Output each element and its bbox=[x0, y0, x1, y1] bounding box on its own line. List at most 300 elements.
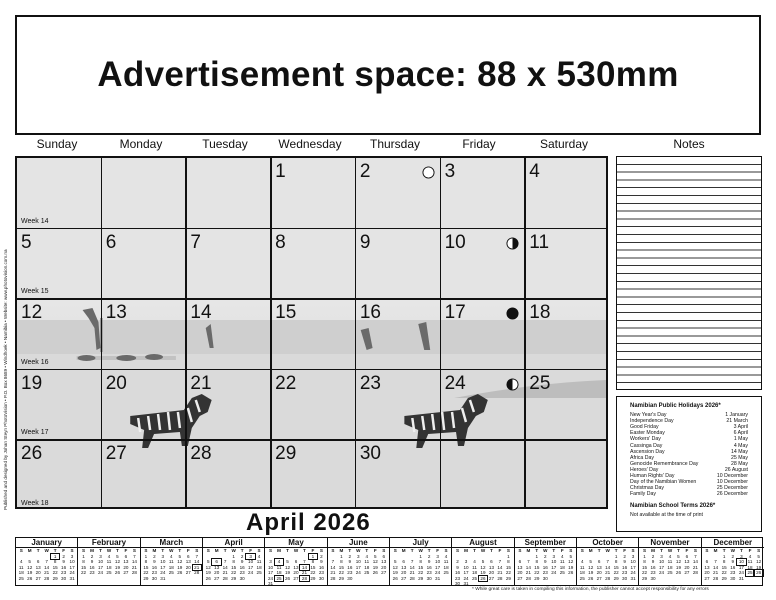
mini-day: 14 bbox=[713, 564, 719, 570]
mini-day: 29 bbox=[143, 575, 149, 581]
year-mini-calendars bbox=[15, 537, 763, 586]
mini-day: 10 bbox=[630, 559, 636, 564]
mini-day: 6 bbox=[36, 559, 40, 564]
mini-day: 5 bbox=[589, 559, 592, 564]
mini-weekday: T bbox=[99, 548, 102, 553]
mini-day: 31 bbox=[69, 575, 75, 581]
holidays-box bbox=[616, 396, 762, 532]
mini-day: 13 bbox=[401, 564, 407, 570]
mini-weekday: S bbox=[631, 548, 635, 553]
mini-day: 23 bbox=[730, 570, 736, 575]
mini-day: 28 bbox=[497, 575, 503, 581]
week-label: Week 15 bbox=[21, 288, 49, 296]
mini-day: 30 bbox=[455, 581, 461, 586]
mini-day: 11 bbox=[276, 564, 282, 570]
mini-day: 31 bbox=[160, 575, 166, 581]
mini-day: 5 bbox=[178, 553, 182, 559]
mini-day: 3 bbox=[464, 559, 468, 564]
mini-day: 18 bbox=[256, 564, 262, 570]
mini-day: 22 bbox=[338, 570, 344, 575]
day-number[interactable]: 15 bbox=[275, 302, 297, 324]
mini-day: 12 bbox=[372, 559, 378, 564]
mini-day: 3 bbox=[269, 559, 272, 564]
mini-day: 20 bbox=[517, 570, 523, 575]
mini-weekday: F bbox=[373, 548, 377, 553]
holiday-name: Christmas Day bbox=[630, 485, 665, 492]
mini-weekday: S bbox=[569, 548, 573, 553]
mini-day: 16 bbox=[730, 564, 736, 570]
mini-day: 5 bbox=[116, 553, 119, 559]
mini-day: 18 bbox=[276, 570, 282, 575]
day-header-tuesday: Tuesday bbox=[202, 137, 248, 151]
mini-weekday: W bbox=[605, 548, 610, 553]
mini-day: 18 bbox=[579, 570, 585, 575]
mini-day: 31 bbox=[630, 575, 636, 581]
mini-day: 7 bbox=[45, 559, 48, 564]
mini-day: 8 bbox=[722, 559, 726, 564]
mini-day: 13 bbox=[704, 564, 710, 570]
mini-weekday: T bbox=[303, 548, 306, 553]
mini-weekday: T bbox=[473, 548, 476, 553]
mini-day: 17 bbox=[248, 564, 254, 570]
mini-weekday: F bbox=[748, 548, 752, 553]
mini-day: 3 bbox=[357, 553, 360, 559]
mini-day: 19 bbox=[114, 564, 121, 570]
mini-day: 29 bbox=[52, 575, 58, 581]
mini-day: 26 bbox=[480, 575, 486, 581]
mini-weekday: T bbox=[286, 548, 289, 553]
mini-day: 2 bbox=[320, 553, 323, 559]
mini-day: 23 bbox=[455, 575, 461, 581]
mini-day: 1 bbox=[643, 553, 646, 559]
mini-month-name: June bbox=[328, 538, 389, 548]
mini-day: 24 bbox=[69, 570, 75, 575]
mini-day: 16 bbox=[318, 564, 324, 570]
mini-day: 21 bbox=[44, 570, 50, 575]
day-number[interactable]: 11 bbox=[529, 231, 550, 253]
mini-day: 21 bbox=[131, 564, 137, 570]
mini-day: 26 bbox=[114, 570, 121, 575]
mini-month-name: December bbox=[702, 538, 764, 548]
mini-day: 25 bbox=[443, 570, 449, 575]
mini-day: 9 bbox=[456, 564, 459, 570]
day-number[interactable]: 25 bbox=[529, 372, 551, 394]
day-number[interactable]: 12 bbox=[21, 302, 43, 324]
day-number[interactable]: 14 bbox=[190, 302, 212, 324]
day-number[interactable]: 13 bbox=[105, 302, 127, 324]
holiday-name: Good Friday bbox=[630, 424, 659, 431]
holidays-title: Namibian Public Holidays 2026* bbox=[630, 403, 721, 409]
day-number[interactable]: 24 bbox=[444, 372, 466, 394]
mini-day: 14 bbox=[409, 564, 415, 570]
day-number[interactable]: 4 bbox=[529, 161, 540, 182]
mini-day: 23 bbox=[318, 570, 324, 575]
mini-weekday: S bbox=[331, 548, 335, 553]
mini-weekday: W bbox=[730, 548, 735, 553]
mini-day: 15 bbox=[231, 564, 237, 570]
mini-weekday: S bbox=[693, 548, 697, 553]
mini-day: 25 bbox=[256, 570, 262, 575]
mini-day: 21 bbox=[330, 570, 336, 575]
mini-day: 30 bbox=[347, 575, 353, 581]
mini-day: 9 bbox=[651, 559, 655, 564]
mini-day: 2 bbox=[651, 553, 655, 559]
mini-day: 12 bbox=[27, 564, 33, 570]
mini-weekday: M bbox=[152, 548, 157, 553]
mini-day: 9 bbox=[348, 559, 352, 564]
mini-day: 17 bbox=[463, 570, 469, 575]
mini-weekday: W bbox=[231, 548, 236, 553]
mini-day: 15 bbox=[338, 564, 344, 570]
mini-weekday: S bbox=[195, 548, 199, 553]
mini-day: 12 bbox=[205, 564, 211, 570]
holiday-name: Workers' Day bbox=[630, 436, 661, 443]
holiday-name: Cassinga Day bbox=[630, 442, 663, 449]
day-number[interactable]: 8 bbox=[275, 231, 286, 253]
mini-weekday: S bbox=[382, 548, 386, 553]
mini-weekday: M bbox=[277, 548, 281, 553]
mini-day: 31 bbox=[738, 575, 744, 581]
mini-day: 22 bbox=[310, 570, 316, 575]
mini-day: 12 bbox=[588, 564, 594, 570]
mini-day: 22 bbox=[143, 570, 149, 575]
mini-day: 1 bbox=[82, 553, 85, 559]
school-terms-note: Not available at the time of print bbox=[630, 511, 703, 518]
mini-day: 10 bbox=[435, 559, 441, 564]
mini-calendar-december bbox=[702, 538, 764, 585]
mini-day: 15 bbox=[52, 564, 58, 570]
mini-day: 18 bbox=[667, 564, 673, 570]
day-header-monday: Monday bbox=[119, 137, 163, 151]
mini-weekday: T bbox=[722, 548, 726, 553]
mini-day: 17 bbox=[97, 564, 104, 570]
mini-day: 3 bbox=[436, 553, 439, 559]
mini-day: 2 bbox=[90, 553, 94, 559]
mini-weekday: M bbox=[214, 548, 219, 553]
mini-day: 17 bbox=[630, 564, 636, 570]
holiday-date: 3 April bbox=[733, 424, 748, 431]
mini-day: 14 bbox=[525, 564, 531, 570]
mini-month-name: April bbox=[203, 538, 264, 548]
mini-day: 20 bbox=[381, 564, 387, 570]
mini-day: 27 bbox=[401, 575, 407, 581]
notes-header: Notes bbox=[673, 137, 705, 151]
mini-day: 7 bbox=[410, 559, 414, 564]
mini-day: 18 bbox=[559, 564, 565, 570]
mini-day: 25 bbox=[168, 570, 174, 575]
mini-day: 31 bbox=[463, 581, 469, 586]
mini-weekday: S bbox=[144, 548, 148, 553]
mini-day: 21 bbox=[713, 570, 719, 575]
day-number[interactable]: 26 bbox=[21, 443, 43, 465]
mini-day: 8 bbox=[614, 559, 618, 564]
mini-day: 28 bbox=[330, 575, 336, 581]
day-number[interactable]: 23 bbox=[359, 372, 381, 394]
holiday-date: 4 May bbox=[733, 442, 748, 449]
mini-day: 17 bbox=[658, 564, 665, 570]
mini-weekday: T bbox=[116, 548, 119, 553]
day-number[interactable]: 19 bbox=[21, 372, 43, 394]
mini-day: 5 bbox=[757, 553, 760, 559]
mini-weekday: T bbox=[410, 548, 414, 553]
mini-weekday: F bbox=[311, 548, 315, 553]
mini-day: 13 bbox=[684, 559, 690, 564]
mini-day: 13 bbox=[293, 564, 299, 570]
mini-day: 3 bbox=[740, 553, 743, 559]
mini-day: 6 bbox=[294, 559, 298, 564]
mini-day: 8 bbox=[535, 559, 539, 564]
first-quarter-icon bbox=[506, 378, 519, 391]
mini-day: 18 bbox=[471, 570, 478, 575]
mini-day: 24 bbox=[630, 570, 636, 575]
mini-day: 28 bbox=[131, 570, 137, 575]
mini-day: 7 bbox=[133, 553, 136, 559]
mini-weekday: M bbox=[588, 548, 593, 553]
mini-day: 15 bbox=[613, 564, 619, 570]
mini-day: 5 bbox=[393, 559, 397, 564]
mini-day: 20 bbox=[488, 570, 495, 575]
mini-weekday: S bbox=[456, 548, 460, 553]
mini-day: 21 bbox=[409, 570, 415, 575]
mini-weekday: S bbox=[70, 548, 74, 553]
advertisement-space bbox=[15, 15, 761, 135]
mini-day: 28 bbox=[409, 575, 415, 581]
mini-day: 7 bbox=[223, 559, 227, 564]
day-header-wednesday: Wednesday bbox=[278, 137, 342, 151]
mini-day: 18 bbox=[747, 564, 753, 570]
mini-day: 4 bbox=[444, 553, 448, 559]
mini-day: 10 bbox=[551, 559, 557, 564]
mini-day: 21 bbox=[497, 570, 503, 575]
mini-day: 30 bbox=[730, 575, 736, 581]
mini-calendar-february bbox=[78, 538, 140, 585]
day-number[interactable]: 22 bbox=[275, 372, 297, 394]
mini-day: 27 bbox=[596, 575, 602, 581]
mini-weekday: S bbox=[82, 548, 86, 553]
mini-day: 4 bbox=[257, 553, 261, 559]
mini-day: 1 bbox=[722, 553, 726, 559]
mini-day: 12 bbox=[675, 559, 682, 564]
mini-day: 20 bbox=[293, 570, 299, 575]
mini-day: 4 bbox=[365, 553, 369, 559]
day-number[interactable]: 3 bbox=[444, 161, 456, 182]
day-number[interactable]: 1 bbox=[275, 161, 286, 182]
day-number[interactable]: 6 bbox=[105, 231, 117, 253]
mini-day: 21 bbox=[194, 564, 200, 570]
mini-day: 18 bbox=[106, 564, 112, 570]
mini-day: 29 bbox=[534, 575, 540, 581]
mini-day: 14 bbox=[330, 564, 336, 570]
day-number[interactable]: 28 bbox=[190, 443, 212, 465]
mini-day: 7 bbox=[694, 553, 697, 559]
mini-day: 21 bbox=[692, 564, 698, 570]
mini-month-name: March bbox=[141, 538, 202, 548]
holiday-date: 28 May bbox=[730, 460, 748, 467]
mini-day: 13 bbox=[185, 559, 191, 564]
day-number[interactable]: 7 bbox=[190, 231, 201, 253]
mini-weekday: W bbox=[418, 548, 423, 553]
mini-day: 23 bbox=[239, 570, 245, 575]
mini-day: 19 bbox=[284, 570, 291, 575]
mini-weekday: S bbox=[393, 548, 397, 553]
mini-day: 8 bbox=[507, 559, 510, 564]
mini-day: 26 bbox=[27, 575, 33, 581]
mini-weekday: W bbox=[44, 548, 49, 553]
mini-day: 28 bbox=[222, 575, 228, 581]
mini-day: 26 bbox=[284, 575, 291, 581]
mini-month-name: January bbox=[16, 538, 77, 548]
mini-day: 8 bbox=[53, 559, 57, 564]
holiday-name: Easter Monday bbox=[630, 430, 665, 437]
advertisement-text: Advertisement space: 88 x 530mm bbox=[97, 55, 679, 94]
mini-day: 16 bbox=[650, 564, 656, 570]
mini-day: 29 bbox=[642, 575, 648, 581]
day-number[interactable]: 27 bbox=[105, 443, 127, 465]
day-number[interactable]: 5 bbox=[21, 231, 32, 253]
mini-weekday: F bbox=[560, 548, 564, 553]
mini-weekday: S bbox=[643, 548, 647, 553]
mini-weekday: W bbox=[106, 548, 112, 553]
mini-day: 4 bbox=[19, 559, 23, 564]
mini-month-name: September bbox=[515, 538, 576, 548]
holiday-name: Day of the Namibian Women bbox=[630, 479, 697, 486]
mini-weekday: T bbox=[348, 548, 352, 553]
day-number[interactable]: 17 bbox=[444, 302, 466, 324]
mini-weekday: T bbox=[36, 548, 40, 553]
day-number[interactable]: 29 bbox=[275, 443, 297, 465]
mini-day: 30 bbox=[542, 575, 548, 581]
mini-day: 15 bbox=[81, 564, 87, 570]
mini-day: 2 bbox=[348, 553, 352, 559]
mini-day: 2 bbox=[153, 553, 156, 559]
mini-day: 10 bbox=[97, 559, 104, 564]
mini-day: 26 bbox=[568, 570, 574, 575]
mini-day: 28 bbox=[301, 575, 308, 581]
mini-weekday: W bbox=[543, 548, 548, 553]
mini-day: 27 bbox=[214, 575, 220, 581]
mini-day: 7 bbox=[303, 559, 306, 564]
mini-calendar-may bbox=[265, 538, 327, 585]
mini-day: 30 bbox=[318, 575, 324, 581]
day-number[interactable]: 20 bbox=[105, 372, 127, 394]
mini-weekday: T bbox=[161, 548, 165, 553]
mini-day: 30 bbox=[61, 575, 67, 581]
mini-weekday: F bbox=[186, 548, 190, 553]
new-moon-icon bbox=[506, 307, 519, 320]
day-number[interactable]: 30 bbox=[359, 443, 381, 465]
mini-day: 26 bbox=[756, 570, 762, 575]
day-number[interactable]: 16 bbox=[359, 302, 381, 324]
mini-day: 19 bbox=[372, 564, 378, 570]
mini-day: 25 bbox=[364, 570, 370, 575]
mini-day: 1 bbox=[340, 553, 343, 559]
mini-weekday: S bbox=[257, 548, 261, 553]
day-header-saturday: Saturday bbox=[539, 137, 589, 151]
mini-weekday: F bbox=[124, 548, 128, 553]
mini-weekday: M bbox=[27, 548, 32, 553]
mini-day: 19 bbox=[568, 564, 574, 570]
mini-day: 27 bbox=[381, 570, 387, 575]
mini-day: 29 bbox=[613, 575, 619, 581]
week-label: Week 16 bbox=[21, 358, 49, 366]
mini-day: 29 bbox=[231, 575, 237, 581]
mini-weekday: M bbox=[339, 548, 344, 553]
mini-day: 10 bbox=[738, 559, 744, 564]
mini-day: 3 bbox=[70, 553, 74, 559]
mini-day: 29 bbox=[310, 575, 316, 581]
mini-day: 17 bbox=[435, 564, 441, 570]
mini-day: 1 bbox=[507, 553, 510, 559]
mini-day: 17 bbox=[69, 564, 75, 570]
mini-day: 16 bbox=[347, 564, 353, 570]
mini-day: 7 bbox=[606, 559, 609, 564]
mini-day: 20 bbox=[214, 570, 220, 575]
mini-day: 4 bbox=[170, 553, 173, 559]
mini-day: 21 bbox=[222, 570, 228, 575]
mini-day: 1 bbox=[535, 553, 539, 559]
mini-day: 6 bbox=[685, 553, 689, 559]
mini-day: 27 bbox=[684, 570, 690, 575]
mini-day: 6 bbox=[597, 559, 601, 564]
notes-lines[interactable] bbox=[616, 156, 762, 390]
mini-day: 5 bbox=[286, 559, 289, 564]
holiday-row bbox=[630, 491, 748, 497]
mini-day: 1 bbox=[419, 553, 422, 559]
mini-day: 23 bbox=[89, 570, 95, 575]
day-number[interactable]: 9 bbox=[359, 231, 371, 253]
holiday-date: 6 April bbox=[733, 430, 748, 437]
mini-day: 27 bbox=[185, 570, 191, 575]
mini-day: 3 bbox=[99, 553, 102, 559]
mini-weekday: S bbox=[757, 548, 761, 553]
mini-day: 3 bbox=[552, 553, 556, 559]
mini-day: 15 bbox=[418, 564, 424, 570]
mini-day: 11 bbox=[579, 564, 585, 570]
mini-day: 21 bbox=[525, 570, 531, 575]
mini-day: 11 bbox=[747, 559, 753, 564]
mini-day: 17 bbox=[355, 564, 361, 570]
mini-day: 16 bbox=[151, 564, 157, 570]
mini-weekday: W bbox=[667, 548, 673, 553]
mini-day: 11 bbox=[443, 559, 449, 564]
mini-weekday: T bbox=[535, 548, 539, 553]
mini-day: 9 bbox=[90, 559, 94, 564]
mini-weekday: S bbox=[444, 548, 448, 553]
mini-day: 3 bbox=[660, 553, 663, 559]
mini-weekday: S bbox=[580, 548, 584, 553]
mini-weekday: F bbox=[249, 548, 253, 553]
mini-weekday: T bbox=[677, 548, 680, 553]
mini-day: 16 bbox=[542, 564, 548, 570]
mini-day: 17 bbox=[738, 564, 744, 570]
mini-day: 25 bbox=[579, 575, 585, 581]
publisher-credit: Published and designed by Johan Steyn PhotoVision • P.O. Box 8689 • Windhoek • Namibia • Website: www.photovision.com.na bbox=[3, 249, 8, 510]
mini-day: 24 bbox=[463, 575, 469, 581]
mini-day: 2 bbox=[544, 553, 547, 559]
mini-day: 20 bbox=[684, 564, 690, 570]
mini-day: 19 bbox=[392, 570, 398, 575]
day-number[interactable]: 21 bbox=[190, 372, 212, 394]
mini-day: 26 bbox=[372, 570, 378, 575]
day-number[interactable]: 2 bbox=[359, 161, 371, 182]
mini-day: 6 bbox=[518, 559, 522, 564]
mini-day: 12 bbox=[177, 559, 183, 564]
mini-day: 27 bbox=[35, 575, 41, 581]
mini-month-name: February bbox=[78, 538, 139, 548]
day-number[interactable]: 18 bbox=[529, 302, 551, 324]
week-label: Week 14 bbox=[21, 217, 49, 225]
day-number[interactable]: 10 bbox=[444, 231, 466, 253]
